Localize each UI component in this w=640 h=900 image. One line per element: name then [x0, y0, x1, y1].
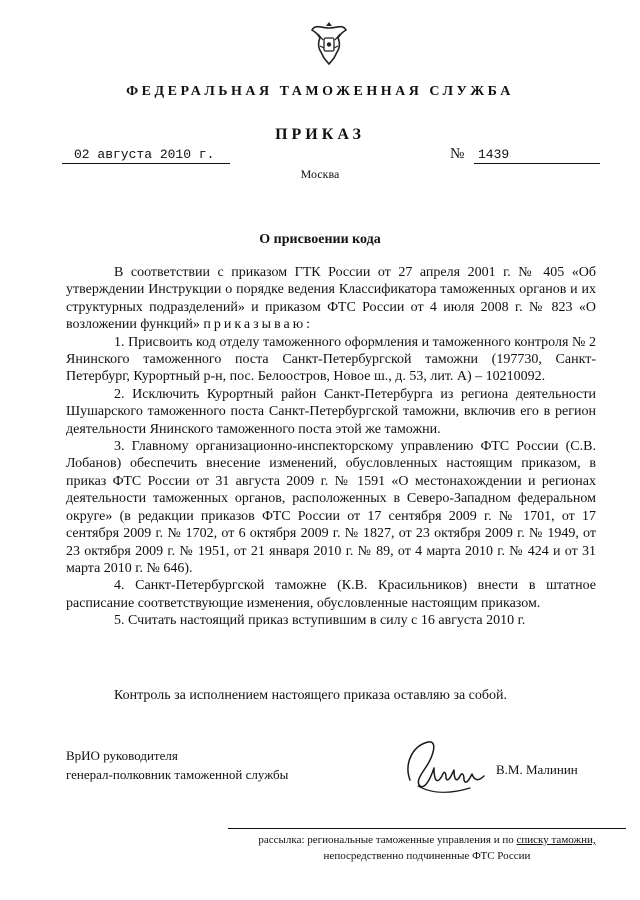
order-item-4: 4. Санкт-Петербургской таможне (К.В. Красильников) внести в штатное расписание соответствующие изменения, обусловленные настоящим приказом.: [66, 578, 596, 611]
order-word: приказываю:: [203, 317, 314, 333]
document-date: 02 августа 2010 г.: [62, 147, 230, 164]
position-line-1: ВрИО руководителя: [66, 748, 178, 763]
position-line-2: генерал-полковник таможенной службы: [66, 767, 289, 782]
order-item-1: 1. Присвоить код отделу таможенного оформления и таможенного контроля № 2 Янинского таможенного поста Санкт-Петербургской таможни (197730, Санкт-Петербург, Курортный р-н, пос. Белоостров, Новое ш., д. 53, лит. А) – 10210092.: [66, 334, 596, 385]
order-item-5: 5. Считать настоящий приказ вступившим в силу с 16 августа 2010 г.: [114, 613, 526, 629]
distribution-prefix: рассылка: региональные таможенные управления и по: [258, 834, 517, 846]
handwritten-signature-icon: [398, 734, 490, 800]
order-item-2: 2. Исключить Курортный район Санкт-Петербурга из региона деятельности Шушарского таможенного поста Санкт-Петербургской таможни, включив его в регион деятельности Янинского таможенного поста этой же таможни.: [66, 386, 596, 437]
signatory-name: В.М. Малинин: [496, 762, 578, 777]
document-subject: О присвоении кода: [259, 232, 381, 247]
order-preamble: [66, 264, 596, 334]
russian-emblem-icon: [310, 18, 348, 68]
distribution-line-1: [222, 832, 632, 848]
distribution-list: [222, 832, 632, 864]
document-city: Москва: [300, 167, 340, 181]
document-number: 1439: [474, 147, 600, 164]
preamble-text: В соответствии с приказом ГТК России от 27 апреля 2001 г. № 405 «Об утверждении Инструкции о порядке ведения Классификатора таможенных органов и их структурных подразделений» и приказом ФТС России от 4 июля 2008 г. № 823 «О возложении функций»: [66, 265, 596, 333]
order-body: [66, 264, 596, 630]
control-statement: Контроль за исполнением настоящего приказа оставляю за собой.: [114, 688, 508, 703]
distribution-line-2: непосредственно подчиненные ФТС России: [323, 850, 531, 862]
distribution-link[interactable]: списку таможни,: [516, 834, 596, 846]
order-item-3: 3. Главному организационно-инспекторскому управлению ФТС России (С.В. Лобанов) обеспечить внесение изменений, обусловленных настоящим приказом, в приказ ФТС России от 31 августа 2009 г. № 1591 «О местонахождении и регионах деятельности таможенных органов, расположенных в Северо-Западном федеральном округе» (в редакции приказов ФТС России от 17 сентября 2009 г. № 1701, от 17 сентября 2009 г. № 1702, от 6 октября 2009 г. № 1827, от 23 октября 2009 г. № 1949, от 23 октября 2009 г. № 1951, от 21 января 2010 г. № 89, от 4 марта 2010 г. № 424 и от 31 марта 2010 г. № 646).: [66, 439, 596, 576]
document-type: ПРИКАЗ: [275, 126, 365, 143]
organization-name: ФЕДЕРАЛЬНАЯ ТАМОЖЕННАЯ СЛУЖБА: [126, 84, 514, 99]
signatory-position: [66, 746, 288, 784]
distribution-divider: [228, 828, 626, 829]
number-sign: №: [450, 146, 465, 162]
